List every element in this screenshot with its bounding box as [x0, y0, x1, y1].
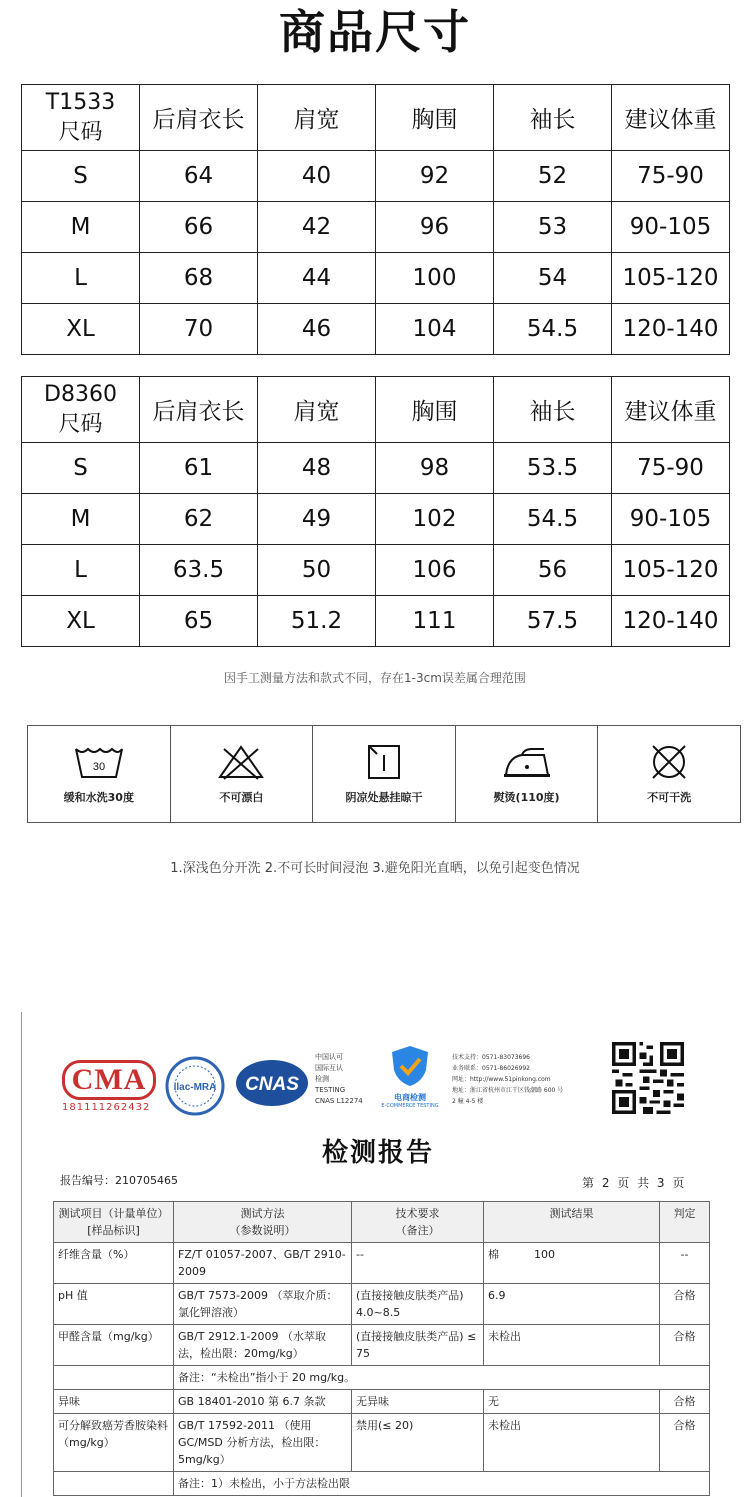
column-header: 建议体重: [612, 377, 730, 443]
cma-logo: [62, 1060, 162, 1113]
cnas-note-line: 检测: [315, 1075, 329, 1083]
measure-note: 因手工测量方法和款式不同，存在1-3cm误差属合理范围: [224, 671, 526, 685]
care-item: [598, 726, 740, 822]
table-cell: 64: [140, 151, 258, 202]
table-cell: 53: [494, 202, 612, 253]
test-method: GB 18401-2010 第 6.7 条款: [174, 1390, 352, 1414]
contact-line: 2 幢 4-5 楼: [452, 1098, 484, 1105]
test-requirement: 无异味: [352, 1390, 484, 1414]
column-header: 胸围: [376, 85, 494, 151]
table-note: 备注：“未检出”指小于 20 mg/kg。: [174, 1366, 710, 1390]
header-line: 技术要求: [395, 1207, 440, 1220]
column-header: 建议体重: [612, 85, 730, 151]
cma-mark: CMA: [62, 1060, 156, 1100]
table-cell: 54.5: [494, 304, 612, 355]
header-line: 判定: [673, 1207, 696, 1220]
report-table: [53, 1201, 710, 1496]
care-label: 阴凉处悬挂晾干: [345, 791, 423, 804]
table-cell: 40: [258, 151, 376, 202]
table-cell: 68: [140, 253, 258, 304]
table-cell: 63.5: [140, 545, 258, 596]
wash-temp-label: 30: [92, 761, 105, 773]
test-item: 甲醛含量（mg/kg）: [54, 1325, 174, 1366]
table-cell: 120-140: [612, 304, 730, 355]
care-label: 不可干洗: [647, 791, 692, 804]
contact-line: 地址：浙江省杭州市江干区钱潮路 600 号: [452, 1087, 564, 1094]
table-cell: 70: [140, 304, 258, 355]
care-label: 不可漂白: [219, 791, 264, 804]
table-cell: 104: [376, 304, 494, 355]
table-cell: 92: [376, 151, 494, 202]
table-row: [22, 545, 730, 596]
table-row: [54, 1284, 710, 1325]
column-header: 袖长: [494, 85, 612, 151]
table-row: [22, 202, 730, 253]
table-cell: 46: [258, 304, 376, 355]
table-cell: L: [22, 253, 140, 304]
column-header: 后肩衣长: [140, 377, 258, 443]
table-row: [22, 443, 730, 494]
table-cell: L: [22, 545, 140, 596]
table-row-note: [54, 1472, 710, 1496]
column-header: 袖长: [494, 377, 612, 443]
table-cell: M: [22, 494, 140, 545]
column-header: [484, 1202, 660, 1243]
size-table-d8360: [21, 376, 730, 647]
table-cell: 105-120: [612, 253, 730, 304]
table-row: [22, 151, 730, 202]
cma-number: 181111262432: [62, 1102, 151, 1113]
report-page-number: 第 2 页 共 3 页: [582, 1176, 687, 1190]
table-cell: 50: [258, 545, 376, 596]
contact-info: [452, 1052, 563, 1107]
ilac-label: ilac-MRA: [173, 1082, 217, 1093]
cnas-logo: [234, 1058, 310, 1108]
table-cell: 75-90: [612, 443, 730, 494]
table-row-note: [54, 1366, 710, 1390]
ecommerce-testing-logo: [370, 1044, 450, 1109]
care-instructions: [27, 725, 741, 823]
table-row: [54, 1325, 710, 1366]
test-result: 未检出: [484, 1414, 660, 1472]
care-label: 熨烫(110度): [493, 791, 560, 804]
test-verdict: 合格: [660, 1390, 710, 1414]
table-cell: 90-105: [612, 494, 730, 545]
test-verdict: 合格: [660, 1414, 710, 1472]
size-label: 尺码: [58, 411, 103, 437]
table-cell: 54: [494, 253, 612, 304]
test-method: GB/T 2912.1-2009 （水萃取法，检出限：20mg/kg）: [174, 1325, 352, 1366]
table-row: [54, 1414, 710, 1472]
test-verdict: --: [660, 1243, 710, 1284]
wash-30-icon: [72, 743, 126, 781]
cnas-note-line: CNAS L12274: [315, 1097, 363, 1105]
table-cell: 44: [258, 253, 376, 304]
column-header: [174, 1202, 352, 1243]
table-row: [22, 596, 730, 647]
spacer-cell: [54, 1472, 174, 1496]
care-label: 缓和水洗30度: [63, 791, 134, 804]
size-table-t1533: [21, 84, 730, 355]
table-cell: 49: [258, 494, 376, 545]
test-item: 异味: [54, 1390, 174, 1414]
table-cell: 98: [376, 443, 494, 494]
care-item: [171, 726, 314, 822]
table-cell: 54.5: [494, 494, 612, 545]
care-item: [456, 726, 599, 822]
contact-line: 技术支持：0571-83073696: [452, 1054, 530, 1061]
page-title: 商品尺寸: [279, 5, 471, 59]
report-table-header: [54, 1202, 710, 1243]
model-cell: [22, 377, 140, 443]
table-cell: 52: [494, 151, 612, 202]
column-header: [660, 1202, 710, 1243]
column-header: 胸围: [376, 377, 494, 443]
test-verdict: 合格: [660, 1284, 710, 1325]
test-method: GB/T 17592-2011 （使用 GC/MSD 分析方法，检出限：5mg/kg）: [174, 1414, 352, 1472]
table-cell: 66: [140, 202, 258, 253]
report-title: 检测报告: [321, 1138, 434, 1167]
table-cell: 61: [140, 443, 258, 494]
table-cell: 105-120: [612, 545, 730, 596]
report-number: 报告编号：210705465: [60, 1174, 178, 1187]
contact-line: 网址：http://www.51pinkong.com: [452, 1076, 551, 1083]
contact-line: 业务联系：0571-86026992: [452, 1065, 530, 1072]
table-cell: 96: [376, 202, 494, 253]
table-cell: 102: [376, 494, 494, 545]
cnas-note-line: 国际互认: [315, 1064, 343, 1072]
header-line: [样品标识]: [87, 1224, 140, 1237]
table-cell: S: [22, 443, 140, 494]
table-row: [22, 304, 730, 355]
no-dry-clean-icon: [642, 743, 696, 781]
table-cell: 111: [376, 596, 494, 647]
test-requirement: --: [352, 1243, 484, 1284]
table-row: [54, 1390, 710, 1414]
model-cell: [22, 85, 140, 151]
column-header: 肩宽: [258, 377, 376, 443]
table-note: 备注：1）未检出，小于方法检出限: [174, 1472, 710, 1496]
table-cell: 75-90: [612, 151, 730, 202]
cnas-label: CNAS: [245, 1074, 299, 1095]
header-line: （备注）: [395, 1224, 440, 1237]
table-cell: 90-105: [612, 202, 730, 253]
column-header: 后肩衣长: [140, 85, 258, 151]
test-method: FZ/T 01057-2007、GB/T 2910-2009: [174, 1243, 352, 1284]
model-code: T1533: [45, 89, 116, 115]
header-line: 测试项目（计量单位）: [58, 1207, 169, 1220]
table-cell: 51.2: [258, 596, 376, 647]
table-cell: 100: [376, 253, 494, 304]
iron-icon: [500, 743, 554, 781]
test-item: pH 值: [54, 1284, 174, 1325]
cnas-note: [315, 1052, 363, 1107]
table-cell: 53.5: [494, 443, 612, 494]
test-method: GB/T 7573-2009 （萃取介质：氯化钾溶液）: [174, 1284, 352, 1325]
table-cell: M: [22, 202, 140, 253]
table-cell: 48: [258, 443, 376, 494]
header-line: 测试结果: [549, 1207, 594, 1220]
table-cell: XL: [22, 304, 140, 355]
table-cell: 42: [258, 202, 376, 253]
line-dry-shade-icon: [357, 743, 411, 781]
header-line: 测试方法: [240, 1207, 285, 1220]
table-cell: XL: [22, 596, 140, 647]
header-line: （参数说明）: [229, 1224, 296, 1237]
no-bleach-icon: [214, 743, 268, 781]
test-verdict: 合格: [660, 1325, 710, 1366]
table-cell: S: [22, 151, 140, 202]
table-cell: 57.5: [494, 596, 612, 647]
model-code: D8360: [44, 381, 117, 407]
spacer-cell: [54, 1366, 174, 1390]
report-logos: [52, 1042, 732, 1122]
test-result: 6.9: [484, 1284, 660, 1325]
care-tips: 1.深浅色分开洗 2.不可长时间浸泡 3.避免阳光直晒，以免引起变色情况: [170, 861, 580, 876]
shield-check-icon: [388, 1044, 432, 1088]
table-cell: 56: [494, 545, 612, 596]
table-row: [22, 494, 730, 545]
test-item: 可分解致癌芳香胺染料（mg/kg）: [54, 1414, 174, 1472]
ec-label: 电商检测: [394, 1093, 426, 1102]
table-cell: 62: [140, 494, 258, 545]
cnas-note-line: 中国认可: [315, 1053, 343, 1061]
care-item: [313, 726, 456, 822]
size-label: 尺码: [58, 119, 103, 145]
test-requirement: 禁用(≤ 20): [352, 1414, 484, 1472]
table-row: [22, 253, 730, 304]
column-header: [54, 1202, 174, 1243]
ilac-mra-logo: [165, 1056, 225, 1116]
test-result: 棉 100: [484, 1243, 660, 1284]
test-result: 未检出: [484, 1325, 660, 1366]
cnas-note-line: TESTING: [315, 1086, 346, 1094]
table-cell: 106: [376, 545, 494, 596]
test-report: [21, 1012, 734, 1497]
table-row: [54, 1243, 710, 1284]
test-requirement: (直接接触皮肤类产品) 4.0~8.5: [352, 1284, 484, 1325]
care-item: [28, 726, 171, 822]
test-result: 无: [484, 1390, 660, 1414]
table-cell: 65: [140, 596, 258, 647]
qr-code-icon: [612, 1042, 684, 1114]
size-table-header: [22, 85, 730, 151]
test-requirement: (直接接触皮肤类产品) ≤ 75: [352, 1325, 484, 1366]
test-item: 纤维含量（%）: [54, 1243, 174, 1284]
size-table-header: [22, 377, 730, 443]
column-header: 肩宽: [258, 85, 376, 151]
table-cell: 120-140: [612, 596, 730, 647]
ec-sub: E-COMMERCE TESTING: [381, 1103, 439, 1109]
column-header: [352, 1202, 484, 1243]
